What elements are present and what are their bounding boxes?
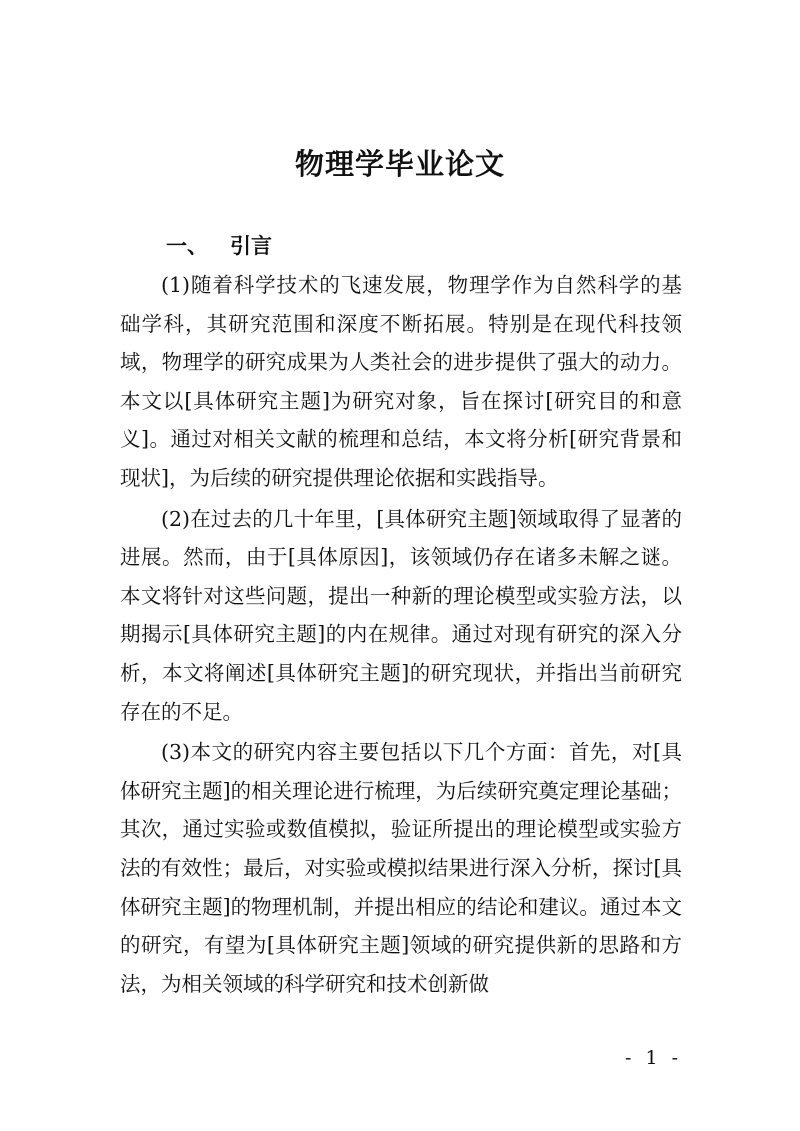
section-title: 引言 — [230, 234, 272, 258]
body-text — [120, 266, 682, 1003]
section-heading — [166, 230, 272, 260]
paragraph-1: (1)随着科学技术的飞速发展，物理学作为自然科学的基础学科，其研究范围和深度不断拓展。特别是在现代科技领域，物理学的研究成果为人类社会的进步提供了强大的动力。本文以[具体研究主题]为研究对象，旨在探讨[研究目的和意义]。通过对相关文献的梳理和总结，本文将分析[研究背景和现状]，为后续的研究提供理论依据和实践指导。 — [120, 273, 682, 490]
section-number: 一、 — [166, 234, 208, 258]
paragraph-2: (2)在过去的几十年里，[具体研究主题]领域取得了显著的进展。然而，由于[具体原因]，该领域仍存在诸多未解之谜。本文将针对这些问题，提出一种新的理论模型或实验方法，以期揭示[具体研究主题]的内在规律。通过对现有研究的深入分析，本文将阐述[具体研究主题]的研究现状，并指出当前研究存在的不足。 — [120, 506, 682, 724]
paragraph-3: (3)本文的研究内容主要包括以下几个方面：首先，对[具体研究主题]的相关理论进行梳理，为后续研究奠定理论基础；其次，通过实验或数值模拟，验证所提出的理论模型或实验方法的有效性；最后，对实验或模拟结果进行深入分析，探讨[具体研究主题]的物理机制，并提出相应的结论和建议。通过本文的研究，有望为[具体研究主题]领域的研究提供新的思路和方法，为相关领域的科学研究和技术创新做 — [120, 740, 682, 996]
document-title: 物理学毕业论文 — [294, 147, 505, 181]
page-number: - 1 - — [624, 1047, 682, 1069]
